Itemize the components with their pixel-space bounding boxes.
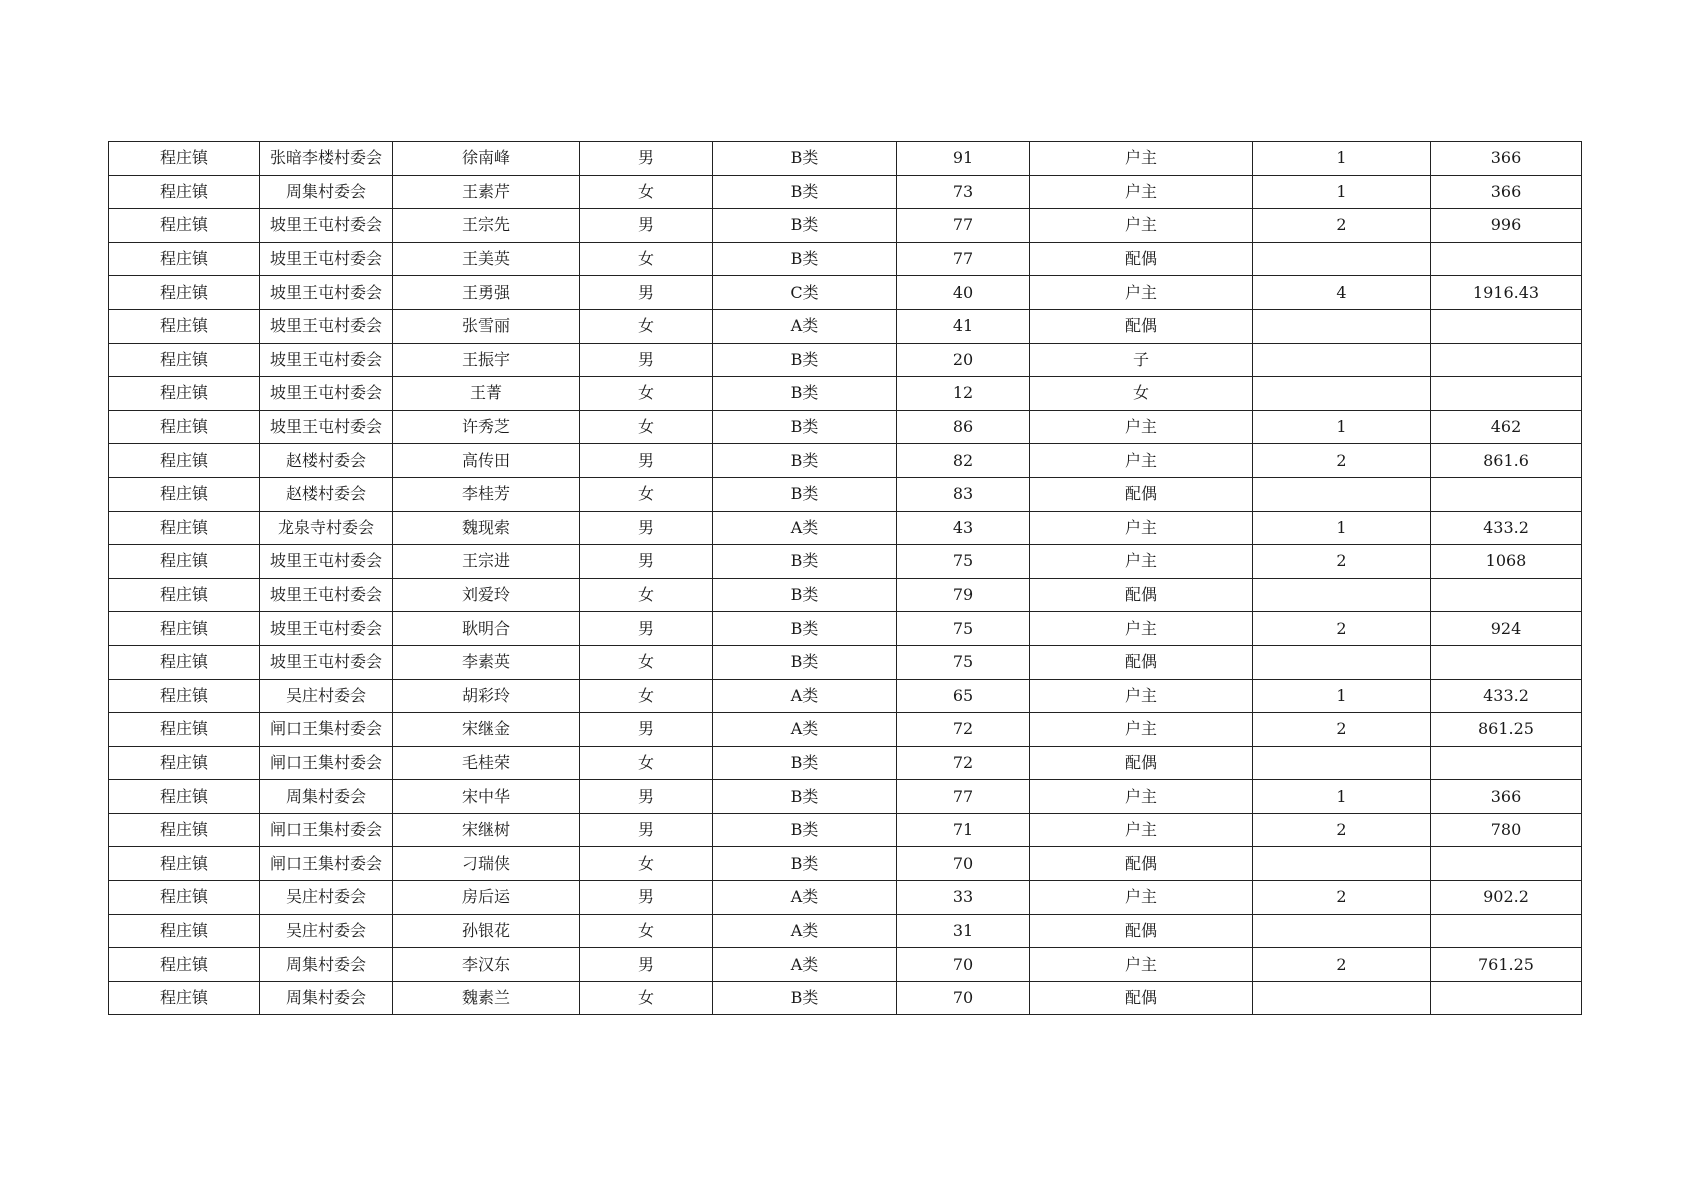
category-cell: A类 — [713, 914, 897, 948]
gender-cell: 男 — [580, 780, 713, 814]
village-cell: 坡里王屯村委会 — [260, 309, 393, 343]
town-cell: 程庄镇 — [109, 914, 260, 948]
age-cell: 72 — [897, 746, 1030, 780]
household-size-cell — [1253, 477, 1431, 511]
amount-cell — [1431, 981, 1582, 1015]
name-cell: 孙银花 — [393, 914, 580, 948]
town-cell: 程庄镇 — [109, 679, 260, 713]
table-row — [109, 645, 1582, 679]
category-cell: B类 — [713, 142, 897, 176]
relation-cell: 户主 — [1030, 175, 1253, 209]
relation-cell: 户主 — [1030, 142, 1253, 176]
amount-cell: 433.2 — [1431, 679, 1582, 713]
age-cell: 77 — [897, 242, 1030, 276]
category-cell: A类 — [713, 948, 897, 982]
village-cell: 周集村委会 — [260, 948, 393, 982]
age-cell: 72 — [897, 713, 1030, 747]
name-cell: 刘爱玲 — [393, 578, 580, 612]
roster-body — [109, 142, 1582, 1015]
relation-cell: 女 — [1030, 377, 1253, 411]
category-cell: B类 — [713, 444, 897, 478]
town-cell: 程庄镇 — [109, 746, 260, 780]
gender-cell: 女 — [580, 175, 713, 209]
gender-cell: 男 — [580, 276, 713, 310]
category-cell: B类 — [713, 175, 897, 209]
amount-cell — [1431, 746, 1582, 780]
name-cell: 王菁 — [393, 377, 580, 411]
town-cell: 程庄镇 — [109, 780, 260, 814]
category-cell: B类 — [713, 981, 897, 1015]
table-row — [109, 444, 1582, 478]
table-row — [109, 713, 1582, 747]
village-cell: 坡里王屯村委会 — [260, 545, 393, 579]
town-cell: 程庄镇 — [109, 410, 260, 444]
town-cell: 程庄镇 — [109, 276, 260, 310]
relation-cell: 户主 — [1030, 679, 1253, 713]
household-size-cell: 2 — [1253, 545, 1431, 579]
relation-cell: 配偶 — [1030, 847, 1253, 881]
village-cell: 坡里王屯村委会 — [260, 612, 393, 646]
relation-cell: 子 — [1030, 343, 1253, 377]
gender-cell: 女 — [580, 746, 713, 780]
village-cell: 坡里王屯村委会 — [260, 645, 393, 679]
amount-cell: 366 — [1431, 175, 1582, 209]
village-cell: 吴庄村委会 — [260, 914, 393, 948]
village-cell: 坡里王屯村委会 — [260, 276, 393, 310]
age-cell: 40 — [897, 276, 1030, 310]
village-cell: 坡里王屯村委会 — [260, 578, 393, 612]
gender-cell: 女 — [580, 309, 713, 343]
category-cell: A类 — [713, 881, 897, 915]
name-cell: 宋继树 — [393, 813, 580, 847]
village-cell: 赵楼村委会 — [260, 444, 393, 478]
village-cell: 坡里王屯村委会 — [260, 242, 393, 276]
gender-cell: 女 — [580, 377, 713, 411]
town-cell: 程庄镇 — [109, 713, 260, 747]
category-cell: B类 — [713, 780, 897, 814]
table-row — [109, 578, 1582, 612]
name-cell: 李素英 — [393, 645, 580, 679]
name-cell: 宋中华 — [393, 780, 580, 814]
gender-cell: 男 — [580, 881, 713, 915]
category-cell: B类 — [713, 578, 897, 612]
amount-cell: 996 — [1431, 209, 1582, 243]
gender-cell: 男 — [580, 713, 713, 747]
town-cell: 程庄镇 — [109, 142, 260, 176]
relation-cell: 配偶 — [1030, 914, 1253, 948]
age-cell: 75 — [897, 612, 1030, 646]
category-cell: B类 — [713, 847, 897, 881]
amount-cell: 462 — [1431, 410, 1582, 444]
town-cell: 程庄镇 — [109, 511, 260, 545]
table-row — [109, 343, 1582, 377]
category-cell: A类 — [713, 713, 897, 747]
gender-cell: 女 — [580, 242, 713, 276]
village-cell: 坡里王屯村委会 — [260, 377, 393, 411]
name-cell: 魏现索 — [393, 511, 580, 545]
relation-cell: 户主 — [1030, 780, 1253, 814]
town-cell: 程庄镇 — [109, 309, 260, 343]
gender-cell: 女 — [580, 578, 713, 612]
household-size-cell — [1253, 645, 1431, 679]
gender-cell: 男 — [580, 142, 713, 176]
household-size-cell — [1253, 377, 1431, 411]
village-cell: 赵楼村委会 — [260, 477, 393, 511]
age-cell: 71 — [897, 813, 1030, 847]
name-cell: 王美英 — [393, 242, 580, 276]
household-size-cell — [1253, 746, 1431, 780]
category-cell: B类 — [713, 242, 897, 276]
amount-cell: 861.25 — [1431, 713, 1582, 747]
age-cell: 41 — [897, 309, 1030, 343]
relation-cell: 配偶 — [1030, 981, 1253, 1015]
amount-cell: 1068 — [1431, 545, 1582, 579]
household-size-cell: 2 — [1253, 948, 1431, 982]
relation-cell: 户主 — [1030, 444, 1253, 478]
relation-cell: 户主 — [1030, 276, 1253, 310]
table-row — [109, 142, 1582, 176]
village-cell: 坡里王屯村委会 — [260, 209, 393, 243]
category-cell: B类 — [713, 343, 897, 377]
category-cell: A类 — [713, 511, 897, 545]
household-size-cell: 2 — [1253, 444, 1431, 478]
age-cell: 91 — [897, 142, 1030, 176]
age-cell: 70 — [897, 847, 1030, 881]
category-cell: B类 — [713, 746, 897, 780]
relation-cell: 户主 — [1030, 410, 1253, 444]
name-cell: 许秀芝 — [393, 410, 580, 444]
name-cell: 李汉东 — [393, 948, 580, 982]
town-cell: 程庄镇 — [109, 545, 260, 579]
household-size-cell: 1 — [1253, 679, 1431, 713]
amount-cell — [1431, 242, 1582, 276]
table-row — [109, 175, 1582, 209]
amount-cell: 861.6 — [1431, 444, 1582, 478]
village-cell: 张暗李楼村委会 — [260, 142, 393, 176]
age-cell: 70 — [897, 981, 1030, 1015]
gender-cell: 女 — [580, 914, 713, 948]
age-cell: 82 — [897, 444, 1030, 478]
name-cell: 徐南峰 — [393, 142, 580, 176]
amount-cell — [1431, 343, 1582, 377]
relation-cell: 户主 — [1030, 881, 1253, 915]
town-cell: 程庄镇 — [109, 612, 260, 646]
village-cell: 龙泉寺村委会 — [260, 511, 393, 545]
age-cell: 12 — [897, 377, 1030, 411]
town-cell: 程庄镇 — [109, 477, 260, 511]
amount-cell — [1431, 477, 1582, 511]
household-size-cell: 1 — [1253, 410, 1431, 444]
household-size-cell — [1253, 847, 1431, 881]
relation-cell: 户主 — [1030, 209, 1253, 243]
village-cell: 闸口王集村委会 — [260, 746, 393, 780]
table-row — [109, 746, 1582, 780]
town-cell: 程庄镇 — [109, 847, 260, 881]
name-cell: 胡彩玲 — [393, 679, 580, 713]
town-cell: 程庄镇 — [109, 578, 260, 612]
age-cell: 31 — [897, 914, 1030, 948]
gender-cell: 男 — [580, 511, 713, 545]
table-row — [109, 813, 1582, 847]
town-cell: 程庄镇 — [109, 813, 260, 847]
village-cell: 周集村委会 — [260, 175, 393, 209]
household-size-cell — [1253, 578, 1431, 612]
age-cell: 86 — [897, 410, 1030, 444]
gender-cell: 女 — [580, 679, 713, 713]
name-cell: 魏素兰 — [393, 981, 580, 1015]
gender-cell: 男 — [580, 948, 713, 982]
relation-cell: 配偶 — [1030, 746, 1253, 780]
gender-cell: 男 — [580, 343, 713, 377]
town-cell: 程庄镇 — [109, 948, 260, 982]
relation-cell: 户主 — [1030, 511, 1253, 545]
category-cell: B类 — [713, 645, 897, 679]
town-cell: 程庄镇 — [109, 175, 260, 209]
gender-cell: 女 — [580, 847, 713, 881]
relation-cell: 户主 — [1030, 713, 1253, 747]
gender-cell: 男 — [580, 444, 713, 478]
name-cell: 宋继金 — [393, 713, 580, 747]
category-cell: B类 — [713, 377, 897, 411]
town-cell: 程庄镇 — [109, 209, 260, 243]
name-cell: 耿明合 — [393, 612, 580, 646]
household-size-cell — [1253, 981, 1431, 1015]
household-size-cell: 1 — [1253, 511, 1431, 545]
town-cell: 程庄镇 — [109, 981, 260, 1015]
household-size-cell — [1253, 914, 1431, 948]
town-cell: 程庄镇 — [109, 645, 260, 679]
category-cell: C类 — [713, 276, 897, 310]
gender-cell: 男 — [580, 813, 713, 847]
amount-cell: 433.2 — [1431, 511, 1582, 545]
relation-cell: 配偶 — [1030, 309, 1253, 343]
table-row — [109, 410, 1582, 444]
name-cell: 王振宇 — [393, 343, 580, 377]
age-cell: 75 — [897, 545, 1030, 579]
amount-cell — [1431, 578, 1582, 612]
household-size-cell: 2 — [1253, 813, 1431, 847]
age-cell: 73 — [897, 175, 1030, 209]
household-size-cell — [1253, 343, 1431, 377]
category-cell: B类 — [713, 813, 897, 847]
village-cell: 吴庄村委会 — [260, 881, 393, 915]
amount-cell: 761.25 — [1431, 948, 1582, 982]
amount-cell — [1431, 309, 1582, 343]
gender-cell: 女 — [580, 410, 713, 444]
table-row — [109, 545, 1582, 579]
name-cell: 毛桂荣 — [393, 746, 580, 780]
village-cell: 周集村委会 — [260, 981, 393, 1015]
category-cell: A类 — [713, 309, 897, 343]
amount-cell: 902.2 — [1431, 881, 1582, 915]
table-row — [109, 377, 1582, 411]
gender-cell: 女 — [580, 645, 713, 679]
name-cell: 王素芹 — [393, 175, 580, 209]
household-size-cell — [1253, 242, 1431, 276]
age-cell: 43 — [897, 511, 1030, 545]
village-cell: 闸口王集村委会 — [260, 813, 393, 847]
town-cell: 程庄镇 — [109, 881, 260, 915]
household-size-cell: 2 — [1253, 881, 1431, 915]
amount-cell — [1431, 847, 1582, 881]
town-cell: 程庄镇 — [109, 343, 260, 377]
name-cell: 王宗先 — [393, 209, 580, 243]
category-cell: B类 — [713, 612, 897, 646]
village-cell: 闸口王集村委会 — [260, 713, 393, 747]
gender-cell: 女 — [580, 981, 713, 1015]
relation-cell: 配偶 — [1030, 242, 1253, 276]
age-cell: 70 — [897, 948, 1030, 982]
name-cell: 王勇强 — [393, 276, 580, 310]
table-row — [109, 276, 1582, 310]
name-cell: 刁瑞侠 — [393, 847, 580, 881]
gender-cell: 男 — [580, 209, 713, 243]
relation-cell: 户主 — [1030, 813, 1253, 847]
relation-cell: 配偶 — [1030, 645, 1253, 679]
table-row — [109, 847, 1582, 881]
amount-cell: 366 — [1431, 780, 1582, 814]
age-cell: 77 — [897, 780, 1030, 814]
table-row — [109, 477, 1582, 511]
age-cell: 75 — [897, 645, 1030, 679]
table-row — [109, 309, 1582, 343]
age-cell: 20 — [897, 343, 1030, 377]
table-row — [109, 511, 1582, 545]
age-cell: 77 — [897, 209, 1030, 243]
amount-cell: 924 — [1431, 612, 1582, 646]
town-cell: 程庄镇 — [109, 444, 260, 478]
relation-cell: 户主 — [1030, 948, 1253, 982]
village-cell: 吴庄村委会 — [260, 679, 393, 713]
relation-cell: 户主 — [1030, 545, 1253, 579]
household-size-cell: 2 — [1253, 612, 1431, 646]
table-row — [109, 209, 1582, 243]
amount-cell: 366 — [1431, 142, 1582, 176]
table-row — [109, 612, 1582, 646]
table-row — [109, 242, 1582, 276]
table-row — [109, 914, 1582, 948]
household-size-cell: 4 — [1253, 276, 1431, 310]
table-row — [109, 948, 1582, 982]
category-cell: B类 — [713, 545, 897, 579]
name-cell: 王宗进 — [393, 545, 580, 579]
age-cell: 83 — [897, 477, 1030, 511]
name-cell: 李桂芳 — [393, 477, 580, 511]
relation-cell: 配偶 — [1030, 578, 1253, 612]
gender-cell: 男 — [580, 612, 713, 646]
amount-cell — [1431, 645, 1582, 679]
category-cell: B类 — [713, 410, 897, 444]
village-cell: 坡里王屯村委会 — [260, 410, 393, 444]
village-cell: 周集村委会 — [260, 780, 393, 814]
relation-cell: 配偶 — [1030, 477, 1253, 511]
age-cell: 33 — [897, 881, 1030, 915]
table-row — [109, 981, 1582, 1015]
amount-cell — [1431, 914, 1582, 948]
household-size-cell: 1 — [1253, 175, 1431, 209]
table-row — [109, 881, 1582, 915]
household-size-cell — [1253, 309, 1431, 343]
town-cell: 程庄镇 — [109, 242, 260, 276]
category-cell: B类 — [713, 477, 897, 511]
relation-cell: 户主 — [1030, 612, 1253, 646]
town-cell: 程庄镇 — [109, 377, 260, 411]
category-cell: B类 — [713, 209, 897, 243]
household-size-cell: 1 — [1253, 142, 1431, 176]
village-cell: 坡里王屯村委会 — [260, 343, 393, 377]
table-row — [109, 780, 1582, 814]
amount-cell: 1916.43 — [1431, 276, 1582, 310]
age-cell: 79 — [897, 578, 1030, 612]
household-size-cell: 1 — [1253, 780, 1431, 814]
name-cell: 张雪丽 — [393, 309, 580, 343]
name-cell: 高传田 — [393, 444, 580, 478]
village-cell: 闸口王集村委会 — [260, 847, 393, 881]
amount-cell: 780 — [1431, 813, 1582, 847]
age-cell: 65 — [897, 679, 1030, 713]
amount-cell — [1431, 377, 1582, 411]
name-cell: 房后运 — [393, 881, 580, 915]
household-size-cell: 2 — [1253, 713, 1431, 747]
household-size-cell: 2 — [1253, 209, 1431, 243]
table-row — [109, 679, 1582, 713]
gender-cell: 男 — [580, 545, 713, 579]
roster-table — [108, 141, 1582, 1015]
gender-cell: 女 — [580, 477, 713, 511]
category-cell: A类 — [713, 679, 897, 713]
